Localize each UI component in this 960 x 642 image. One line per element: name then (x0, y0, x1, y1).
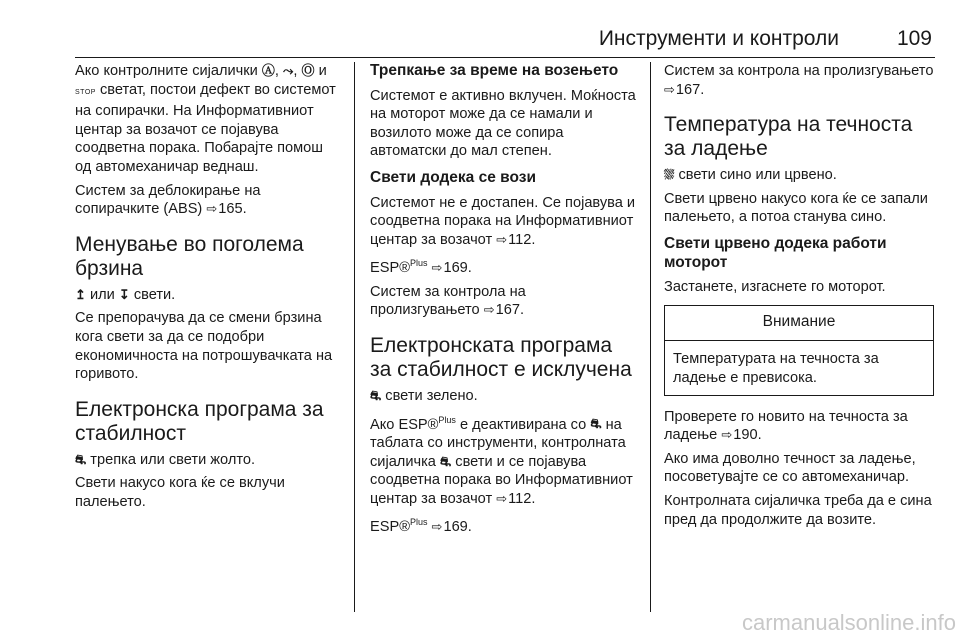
subheading: Свети додека се вози (370, 168, 536, 186)
abs-icon: Ⓐ (261, 63, 275, 78)
section-heading: Електронска програма за стабилност (75, 397, 324, 445)
stop-icon: STOP (75, 88, 96, 96)
warning-body: Температурата на течноста за ладење е превисока. (673, 351, 879, 386)
column-1 (75, 62, 343, 517)
gear-down-icon: ↧ (118, 286, 130, 302)
paragraph: ESP®$^{Plus}$ ⇨169. (370, 517, 472, 536)
header-rule (75, 57, 935, 58)
paragraph: Свети црвено накусо кога ќе се запали палењето, а потоа станува сино. (664, 190, 928, 226)
page-header (75, 24, 935, 58)
warning-box (664, 305, 934, 396)
column-divider (354, 62, 355, 612)
page-reference[interactable]: 167. (675, 81, 705, 98)
reference-arrow-icon: ⇨ (206, 201, 218, 217)
paragraph: Контролната сијаличка треба да е сина пред да продолжите да возите. (664, 492, 932, 528)
paragraph: Систем за контрола на пролизгувањето ⇨167. (370, 283, 526, 319)
paragraph: Системот не е достапен. Се појавува и соодветна порака на Информативниот центар за возачот ⇨112. (370, 194, 636, 248)
reference-arrow-icon: ⇨ (496, 490, 508, 506)
page-reference[interactable]: 112. (508, 490, 536, 507)
reference-arrow-icon: ⇨ (496, 231, 508, 247)
reference-arrow-icon: ⇨ (431, 260, 443, 276)
section-heading: Менување во поголема брзина (75, 232, 304, 280)
paragraph: ESP®$^{Plus}$ ⇨169. (370, 258, 472, 277)
brake-circle-icon: Ⓞ (301, 63, 315, 78)
paragraph: Системот е активно вклучен. Моќноста на моторот може да се намали и возилото може да се сопира автоматски до мал степен. (370, 87, 636, 160)
page-reference[interactable]: 169. (443, 260, 472, 277)
paragraph: ⛐ трепка или свети жолто. (75, 451, 256, 468)
esp-off-icon: ⛐ (590, 416, 602, 432)
page-reference[interactable]: 190. (733, 427, 762, 444)
paragraph: Свети накусо кога ќе се вклучи палењето. (75, 475, 285, 510)
column-2 (370, 62, 638, 542)
paragraph: Ако ESP®$^{Plus}$ е деактивирана со ⛐ на таблата со инструменти, контролната сијаличка ⛐ свети и се појавува соодветна порака во Информативниот центар за возачот ⇨112. (370, 414, 633, 507)
paragraph: Ако има доволно течност за ладење, посоветувајте се со автомеханичар. (664, 450, 916, 486)
column-3 (664, 62, 934, 534)
section-heading: Температура на течноста за ладење (664, 113, 913, 161)
paragraph: Застанете, изгаснете го моторот. (664, 279, 886, 296)
paragraph: Систем за контрола на пролизгувањето ⇨167. (664, 63, 934, 98)
paragraph: ⛆ свети сино или црвено. (664, 167, 837, 184)
page-reference[interactable]: 112. (508, 231, 536, 248)
coolant-temperature-icon: ⛆ (664, 167, 675, 183)
paragraph: Се препорачува да се смени брзина кога свети за да се подобри економичноста на потрошувачката на горивото. (75, 310, 333, 383)
chapter-title: Инструменти и контроли (598, 27, 839, 50)
paragraph: Систем за деблокирање на сопирачките (ABS) ⇨165. (75, 182, 261, 218)
page-reference[interactable]: 165. (218, 201, 247, 218)
esp-warning-icon: ⛐ (75, 451, 87, 467)
section-heading: Електронската програма за стабилност е исклучена (370, 333, 632, 381)
paragraph: ↥ или ↧ свети. (75, 286, 176, 303)
gear-up-icon: ↥ (75, 286, 86, 302)
column-divider (650, 62, 651, 612)
esp-off-icon: ⛐ (439, 453, 452, 469)
watermark: carmanualsonline.info (741, 610, 956, 635)
subheading: Свети црвено додека работи моторот (664, 234, 887, 271)
paragraph: ⛐ свети зелено. (370, 387, 478, 404)
warning-title: Внимание (665, 306, 933, 342)
reference-arrow-icon: ⇨ (431, 519, 443, 535)
page-reference[interactable]: 167. (495, 302, 524, 319)
reference-arrow-icon: ⇨ (664, 81, 675, 97)
reference-arrow-icon: ⇨ (483, 302, 495, 318)
esp-off-icon: ⛐ (370, 387, 382, 403)
subheading: Трепкање за време на возењето (370, 62, 619, 79)
page-reference[interactable]: 169. (443, 519, 472, 536)
paragraph: Ако контролните сијалички Ⓐ, ⤳, Ⓞ и STOP светат, постои дефект во системот на сопирачки. На Информативниот центар за возачот се појавува соодветна порака. Побарајте помош од автомеханичар веднаш. (75, 63, 336, 175)
reference-arrow-icon: ⇨ (721, 427, 733, 443)
page-number: 109 (896, 27, 932, 50)
paragraph: Проверете го новито на течноста за ладење ⇨190. (664, 408, 908, 444)
brake-curve-icon: ⤳ (283, 63, 294, 78)
